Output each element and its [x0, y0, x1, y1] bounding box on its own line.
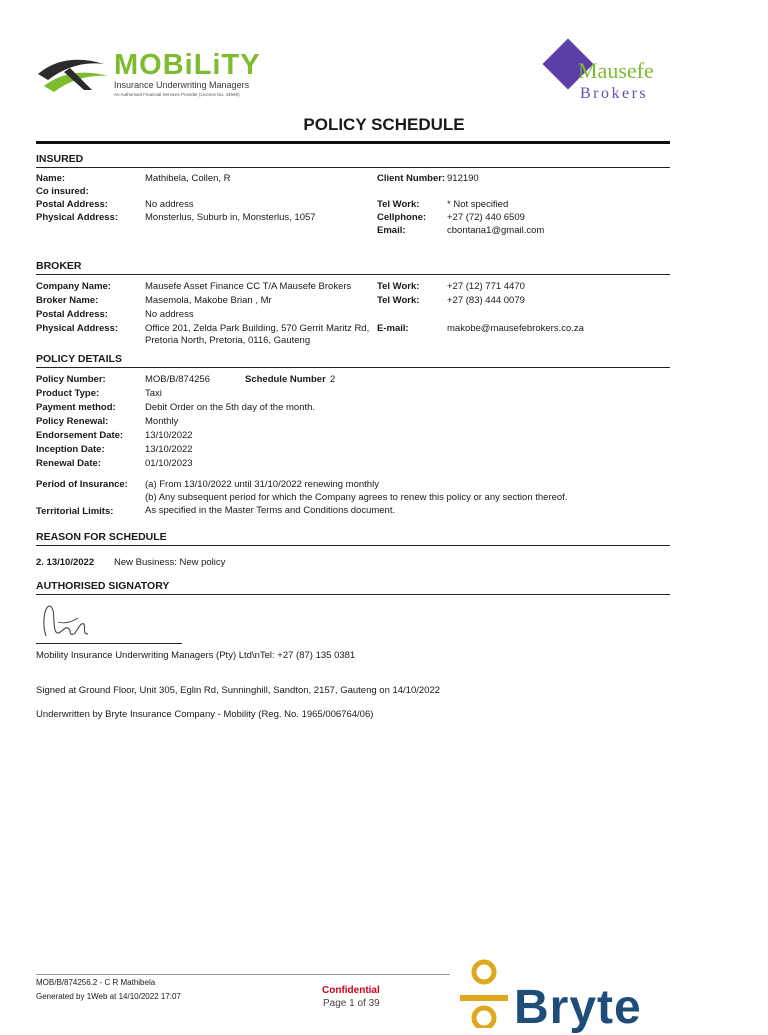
broker-company: Mausefe Asset Finance CC T/A Mausefe Brokers: [145, 281, 352, 292]
policy-renewal: Monthly: [145, 416, 179, 427]
reason-divider: [36, 545, 670, 546]
mausefe-subtitle: Brokers: [580, 85, 649, 102]
insured-email: cbontana1@gmail.com: [447, 225, 545, 236]
footer-divider: [36, 974, 450, 975]
inception-date-label: Inception Date:: [36, 444, 105, 455]
broker-tel1: +27 (12) 771 4470: [447, 281, 525, 292]
broker-tel1-label: Tel Work:: [377, 281, 420, 292]
period-a: (a) From 13/10/2022 until 31/10/2022 renewing monthly: [145, 479, 379, 490]
product-type-label: Product Type:: [36, 388, 100, 399]
broker-physical-label: Physical Address:: [36, 323, 119, 334]
client-number-label: Client Number:: [377, 173, 446, 184]
signatory-heading: AUTHORISED SIGNATORY: [36, 580, 170, 592]
insured-cell: +27 (72) 440 6509: [447, 212, 525, 223]
signatory-divider: [36, 594, 670, 595]
signed-at: Signed at Ground Floor, Unit 305, Eglin Rd, Sunninghill, Sandton, 2157, Gauteng on 14/10/2022: [36, 685, 441, 696]
period-b: (b) Any subsequent period for which the Company agrees to renew this policy or any section thereof.: [145, 492, 568, 503]
policy-renewal-label: Policy Renewal:: [36, 416, 109, 427]
insured-physical-label: Physical Address:: [36, 212, 119, 223]
broker-email: makobe@mausefebrokers.co.za: [447, 323, 584, 334]
territorial: As specified in the Master Terms and Conditions document.: [145, 505, 396, 516]
signature-line: [36, 643, 182, 644]
mausefe-logo: [536, 36, 670, 106]
renewal-date-label: Renewal Date:: [36, 458, 101, 469]
bryte-knot-icon: [452, 958, 512, 1028]
confidential-label: Confidential: [322, 985, 380, 996]
bryte-wordmark: Bryte: [514, 981, 642, 1034]
schedule-number-label: Schedule Number: [245, 374, 326, 385]
schedule-number: 2: [330, 374, 336, 385]
payment-method: Debit Order on the 5th day of the month.: [145, 402, 316, 413]
reason-entry: New Business: New policy: [114, 557, 226, 568]
mobility-wordmark: MOBiLiTY: [114, 49, 261, 81]
broker-company-label: Company Name:: [36, 281, 111, 292]
renewal-date: 01/10/2023: [145, 458, 193, 469]
insured-name: Mathibela, Collen, R: [145, 173, 231, 184]
mausefe-wordmark: Mausefe: [578, 58, 654, 83]
territorial-label: Territorial Limits:: [36, 506, 114, 517]
insured-divider: [36, 167, 670, 168]
broker-physical-line2: Pretoria North, Pretoria, 0116, Gauteng: [145, 335, 311, 346]
title-divider: [36, 141, 670, 144]
broker-tel2-label: Tel Work:: [377, 295, 420, 306]
broker-divider: [36, 274, 670, 275]
reason-heading: REASON FOR SCHEDULE: [36, 531, 167, 543]
insured-name-label: Name:: [36, 173, 66, 184]
insured-postal: No address: [145, 199, 194, 210]
broker-postal: No address: [145, 309, 194, 320]
broker-name-label: Broker Name:: [36, 295, 99, 306]
period-label: Period of Insurance:: [36, 479, 128, 490]
mobility-logo: [34, 46, 284, 106]
signatory-company: Mobility Insurance Underwriting Managers (Pty) Ltd\nTel: +27 (87) 135 0381: [36, 650, 356, 661]
policy-heading: POLICY DETAILS: [36, 353, 122, 365]
product-type: Taxi: [145, 388, 162, 399]
policy-number: MOB/B/874256: [145, 374, 210, 385]
signature-image: [38, 600, 98, 642]
insured-cell-label: Cellphone:: [377, 212, 427, 223]
insured-tel: * Not specified: [447, 199, 509, 210]
broker-email-label: E-mail:: [377, 323, 409, 334]
footer-generated: Generated by 1Web at 14/10/2022 17:07: [36, 992, 181, 1001]
page-number: Page 1 of 39: [323, 998, 380, 1009]
reason-entry-label: 2. 13/10/2022: [36, 557, 95, 568]
bryte-logo: [452, 958, 682, 1034]
broker-heading: BROKER: [36, 260, 82, 272]
coinsured-label: Co insured:: [36, 186, 89, 197]
insured-tel-label: Tel Work:: [377, 199, 420, 210]
insured-email-label: Email:: [377, 225, 406, 236]
policy-divider: [36, 367, 670, 368]
mobility-licence: An Authorised Financial Services Provider (Licence No. 44598): [114, 92, 240, 97]
inception-date: 13/10/2022: [145, 444, 193, 455]
broker-physical-line1: Office 201, Zelda Park Building, 570 Gerrit Maritz Rd,: [145, 323, 370, 334]
insured-heading: INSURED: [36, 153, 84, 165]
footer-reference: MOB/B/874256.2 - C R Mathibela: [36, 978, 156, 987]
broker-name: Masemola, Makobe Brian , Mr: [145, 295, 272, 306]
client-number: 912190: [447, 173, 479, 184]
mobility-swoosh-icon: [34, 46, 114, 106]
insured-physical: Monsterlus, Suburb in, Monsterlus, 1057: [145, 212, 316, 223]
insured-postal-label: Postal Address:: [36, 199, 108, 210]
broker-postal-label: Postal Address:: [36, 309, 108, 320]
underwritten-by: Underwritten by Bryte Insurance Company - Mobility (Reg. No. 1965/006764/06): [36, 709, 374, 720]
endorsement-date: 13/10/2022: [145, 430, 193, 441]
mobility-subtitle: Insurance Underwriting Managers: [114, 80, 250, 90]
policy-number-label: Policy Number:: [36, 374, 106, 385]
endorsement-date-label: Endorsement Date:: [36, 430, 124, 441]
payment-method-label: Payment method:: [36, 402, 116, 413]
broker-tel2: +27 (83) 444 0079: [447, 295, 525, 306]
page-title: POLICY SCHEDULE: [303, 115, 465, 134]
